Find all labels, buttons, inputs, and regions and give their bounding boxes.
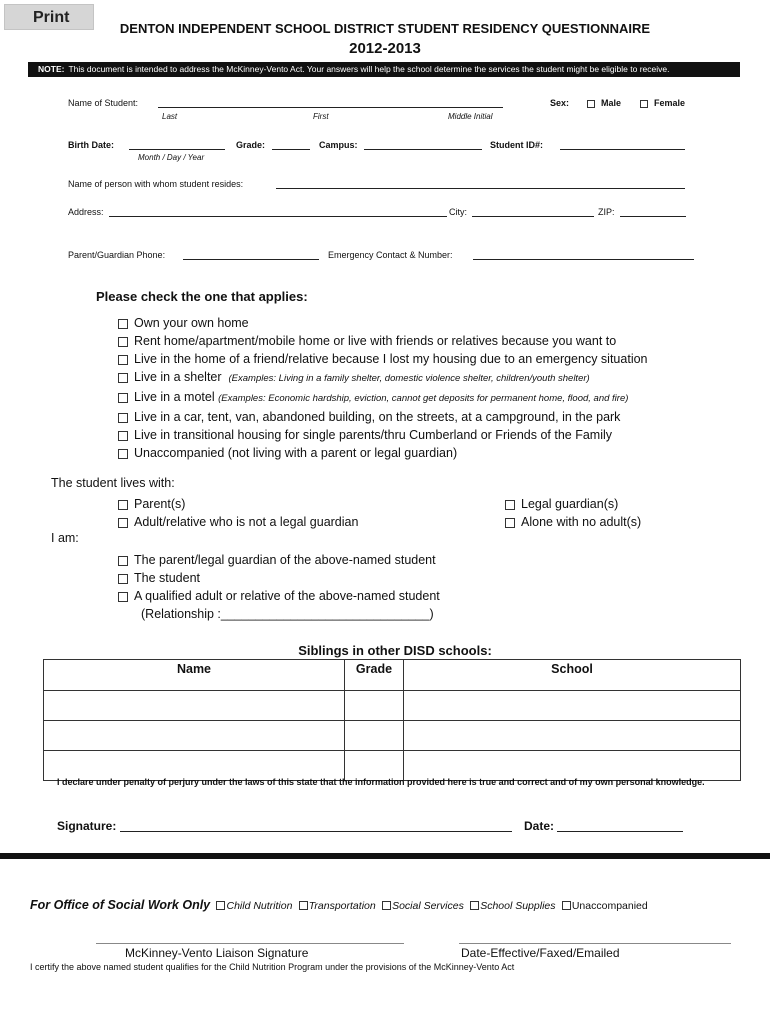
table-row bbox=[44, 721, 741, 751]
checkbox[interactable] bbox=[118, 319, 128, 329]
lives-with-label: The student lives with: bbox=[51, 476, 175, 490]
checkbox[interactable] bbox=[118, 393, 128, 403]
office-item: Transportation bbox=[308, 900, 376, 912]
option-text: Live in transitional housing for single parents/thru Cumberland or Friends of the Family bbox=[134, 428, 613, 442]
birth-date-field[interactable] bbox=[129, 149, 225, 150]
middle-initial-caption: Middle Initial bbox=[448, 112, 493, 121]
checkbox[interactable] bbox=[216, 901, 225, 910]
resides-with-label: Name of person with whom student resides: bbox=[68, 179, 244, 189]
sibling-grade-cell[interactable] bbox=[345, 691, 404, 721]
date-label: Date: bbox=[524, 819, 555, 833]
sibling-school-cell[interactable] bbox=[404, 721, 741, 751]
office-item: Unaccompanied bbox=[571, 900, 648, 912]
applies-option[interactable] bbox=[118, 444, 648, 462]
table-header-row bbox=[44, 660, 741, 691]
male-checkbox[interactable] bbox=[587, 100, 595, 108]
checkbox[interactable] bbox=[118, 337, 128, 347]
checkbox[interactable] bbox=[118, 500, 128, 510]
emergency-contact-label: Emergency Contact & Number: bbox=[328, 250, 453, 260]
section-divider bbox=[0, 853, 770, 859]
lives-with-adult-relative[interactable] bbox=[118, 513, 358, 531]
note-text: This document is intended to address the McKinney-Vento Act. Your answers will help the school determine the services the student might be eligible to receive. bbox=[68, 64, 670, 74]
siblings-title: Siblings in other DISD schools: bbox=[298, 643, 492, 658]
option-text: The parent/legal guardian of the above-named student bbox=[134, 553, 436, 567]
checkbox[interactable] bbox=[118, 518, 128, 528]
option-text: Live in a shelter bbox=[134, 370, 222, 384]
checkbox[interactable] bbox=[470, 901, 479, 910]
applies-option[interactable] bbox=[118, 314, 648, 332]
option-text: Own your own home bbox=[134, 316, 249, 330]
option-text: Live in the home of a friend/relative because I lost my housing due to an emergency situation bbox=[134, 352, 648, 366]
checkbox[interactable] bbox=[118, 373, 128, 383]
female-checkbox[interactable] bbox=[640, 100, 648, 108]
i-am-label: I am: bbox=[51, 531, 79, 545]
office-item: Social Services bbox=[392, 900, 464, 912]
checkbox[interactable] bbox=[118, 574, 128, 584]
office-item: Child Nutrition bbox=[226, 900, 293, 912]
guardian-phone-label: Parent/Guardian Phone: bbox=[68, 250, 166, 260]
applies-option[interactable] bbox=[118, 408, 648, 426]
i-am-list bbox=[118, 551, 440, 623]
relationship-field[interactable]: (Relationship :______________________________) bbox=[141, 607, 434, 621]
option-text: The student bbox=[134, 571, 201, 585]
applies-option[interactable] bbox=[118, 368, 648, 388]
note-label: NOTE: bbox=[38, 64, 65, 74]
grade-field[interactable] bbox=[272, 149, 310, 150]
applies-option[interactable] bbox=[118, 426, 648, 444]
office-row bbox=[30, 898, 648, 912]
address-label: Address: bbox=[68, 207, 104, 217]
print-button[interactable]: Print bbox=[4, 4, 94, 30]
campus-field[interactable] bbox=[364, 149, 482, 150]
signature-label: Signature: bbox=[57, 819, 117, 833]
campus-label: Campus: bbox=[319, 140, 358, 150]
name-of-student-label: Name of Student: bbox=[68, 98, 139, 108]
column-header-grade: Grade bbox=[345, 660, 404, 691]
applies-list bbox=[118, 314, 648, 462]
checkbox[interactable] bbox=[505, 500, 515, 510]
sex-label: Sex: bbox=[550, 98, 570, 108]
checkbox[interactable] bbox=[299, 901, 308, 910]
checkbox[interactable] bbox=[118, 355, 128, 365]
lives-with-legal-guardian[interactable] bbox=[505, 495, 618, 513]
city-label: City: bbox=[449, 207, 467, 217]
male-option[interactable] bbox=[587, 98, 621, 108]
female-label: Female bbox=[654, 98, 686, 108]
i-am-option[interactable] bbox=[118, 569, 440, 587]
option-text: Live in a motel bbox=[134, 390, 215, 404]
checkbox[interactable] bbox=[118, 556, 128, 566]
applies-option[interactable] bbox=[118, 332, 648, 350]
i-am-option[interactable] bbox=[118, 551, 440, 569]
option-text: Live in a car, tent, van, abandoned building, on the streets, at a campground, in the park bbox=[134, 410, 621, 424]
applies-option[interactable] bbox=[118, 388, 648, 408]
table-row bbox=[44, 691, 741, 721]
note-bar bbox=[28, 62, 740, 77]
student-id-label: Student ID#: bbox=[490, 140, 543, 150]
checkbox[interactable] bbox=[118, 449, 128, 459]
student-name-field[interactable] bbox=[158, 107, 503, 108]
female-option[interactable] bbox=[640, 98, 685, 108]
liaison-signature-line[interactable] bbox=[96, 943, 404, 944]
male-label: Male bbox=[601, 98, 622, 108]
option-text: Legal guardian(s) bbox=[521, 497, 619, 511]
first-caption: First bbox=[313, 112, 329, 121]
zip-label: ZIP: bbox=[598, 207, 615, 217]
option-example: (Examples: Economic hardship, eviction, cannot get deposits for permanent home, flood, and fire) bbox=[218, 393, 629, 404]
checkbox[interactable] bbox=[562, 901, 571, 910]
option-text: Rent home/apartment/mobile home or live with friends or relatives because you want to bbox=[134, 334, 617, 348]
i-am-option[interactable] bbox=[118, 587, 440, 605]
student-id-field[interactable] bbox=[560, 149, 685, 150]
option-example: (Examples: Living in a family shelter, domestic violence shelter, children/youth shelter) bbox=[228, 373, 590, 384]
option-text: Unaccompanied (not living with a parent or legal guardian) bbox=[134, 446, 458, 460]
emergency-contact-field[interactable] bbox=[473, 259, 694, 260]
siblings-table bbox=[43, 659, 741, 781]
document-title: DENTON INDEPENDENT SCHOOL DISTRICT STUDENT RESIDENCY QUESTIONNAIRE bbox=[119, 21, 651, 36]
signature-field[interactable] bbox=[120, 831, 512, 832]
option-text: A qualified adult or relative of the above-named student bbox=[134, 589, 440, 603]
resides-with-field[interactable] bbox=[276, 188, 685, 189]
sibling-name-cell[interactable] bbox=[44, 721, 345, 751]
checkbox[interactable] bbox=[382, 901, 391, 910]
address-field[interactable] bbox=[109, 216, 447, 217]
last-caption: Last bbox=[162, 112, 178, 121]
checkbox[interactable] bbox=[505, 518, 515, 528]
lives-with-alone[interactable] bbox=[505, 513, 641, 531]
date-effective-line[interactable] bbox=[459, 943, 731, 944]
lives-with-parents[interactable] bbox=[118, 495, 185, 513]
date-effective-label: Date-Effective/Faxed/Emailed bbox=[461, 946, 620, 960]
declaration-text: I declare under penalty of perjury under the laws of this state that the information provided here is true and correct and of my own personal knowledge. bbox=[57, 777, 705, 787]
birth-date-label: Birth Date: bbox=[68, 140, 115, 150]
date-field[interactable] bbox=[557, 831, 683, 832]
column-header-school: School bbox=[404, 660, 741, 691]
option-text: Parent(s) bbox=[134, 497, 186, 511]
school-year: 2012-2013 bbox=[349, 40, 421, 57]
option-text: Alone with no adult(s) bbox=[521, 515, 642, 529]
sibling-school-cell[interactable] bbox=[404, 691, 741, 721]
liaison-signature-label: McKinney-Vento Liaison Signature bbox=[125, 946, 309, 960]
checkbox[interactable] bbox=[118, 413, 128, 423]
column-header-name: Name bbox=[44, 660, 345, 691]
checkbox[interactable] bbox=[118, 592, 128, 602]
certify-text: I certify the above named student qualifies for the Child Nutrition Program under the provisions of the McKinney-Vento Act bbox=[30, 962, 515, 972]
applies-option[interactable] bbox=[118, 350, 648, 368]
zip-field[interactable] bbox=[620, 216, 686, 217]
applies-title: Please check the one that applies: bbox=[96, 289, 308, 304]
sibling-grade-cell[interactable] bbox=[345, 721, 404, 751]
grade-label: Grade: bbox=[236, 140, 266, 150]
option-text: Adult/relative who is not a legal guardian bbox=[134, 515, 359, 529]
month-day-year-caption: Month / Day / Year bbox=[138, 153, 205, 162]
guardian-phone-field[interactable] bbox=[183, 259, 319, 260]
city-field[interactable] bbox=[472, 216, 594, 217]
checkbox[interactable] bbox=[118, 431, 128, 441]
sibling-name-cell[interactable] bbox=[44, 691, 345, 721]
office-item: School Supplies bbox=[480, 900, 556, 912]
office-label: For Office of Social Work Only bbox=[30, 898, 211, 912]
